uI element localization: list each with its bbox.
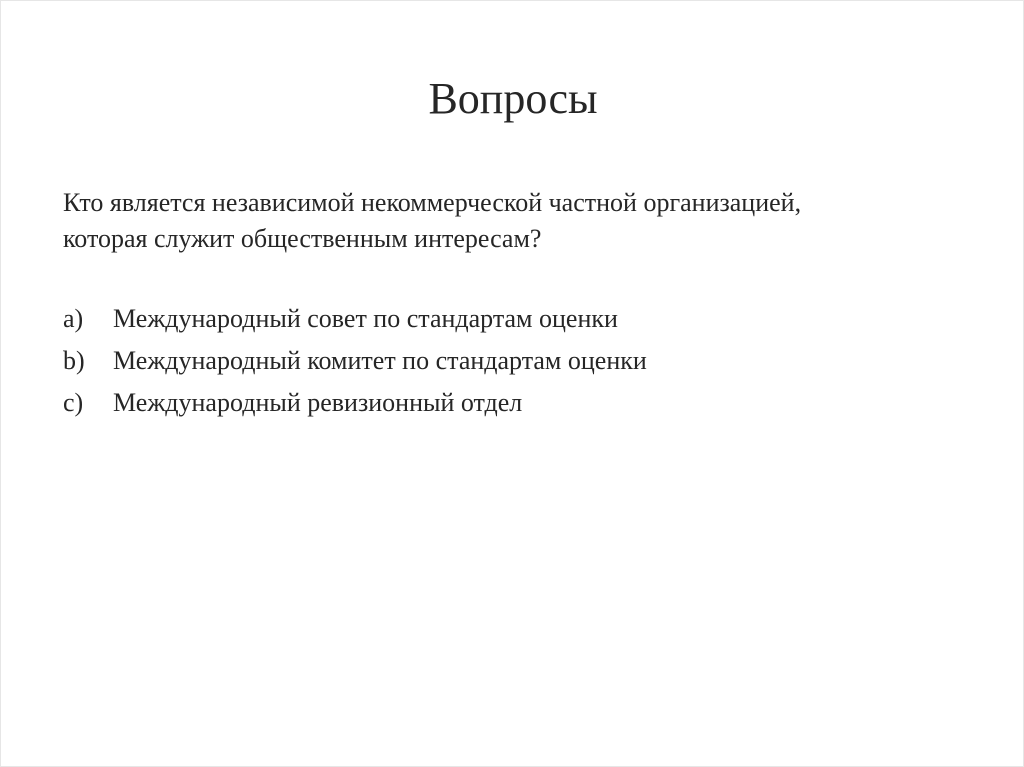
- answer-option-c: [63, 385, 963, 421]
- option-marker: b): [63, 346, 85, 375]
- answer-options: [63, 301, 963, 427]
- option-text: Международный комитет по стандартам оценки: [113, 346, 647, 375]
- question-text: [63, 185, 963, 257]
- option-text: Международный совет по стандартам оценки: [113, 304, 618, 333]
- answer-option-b: [63, 343, 963, 379]
- option-marker: c): [63, 388, 84, 417]
- answer-option-a: [63, 301, 963, 337]
- question-line: которая служит общественным интересам?: [63, 224, 542, 253]
- slide-title: Вопросы: [428, 74, 598, 123]
- question-line: Кто является независимой некоммерческой частной организацией,: [63, 188, 802, 217]
- option-marker: a): [63, 304, 84, 333]
- option-text: Международный ревизионный отдел: [113, 388, 523, 417]
